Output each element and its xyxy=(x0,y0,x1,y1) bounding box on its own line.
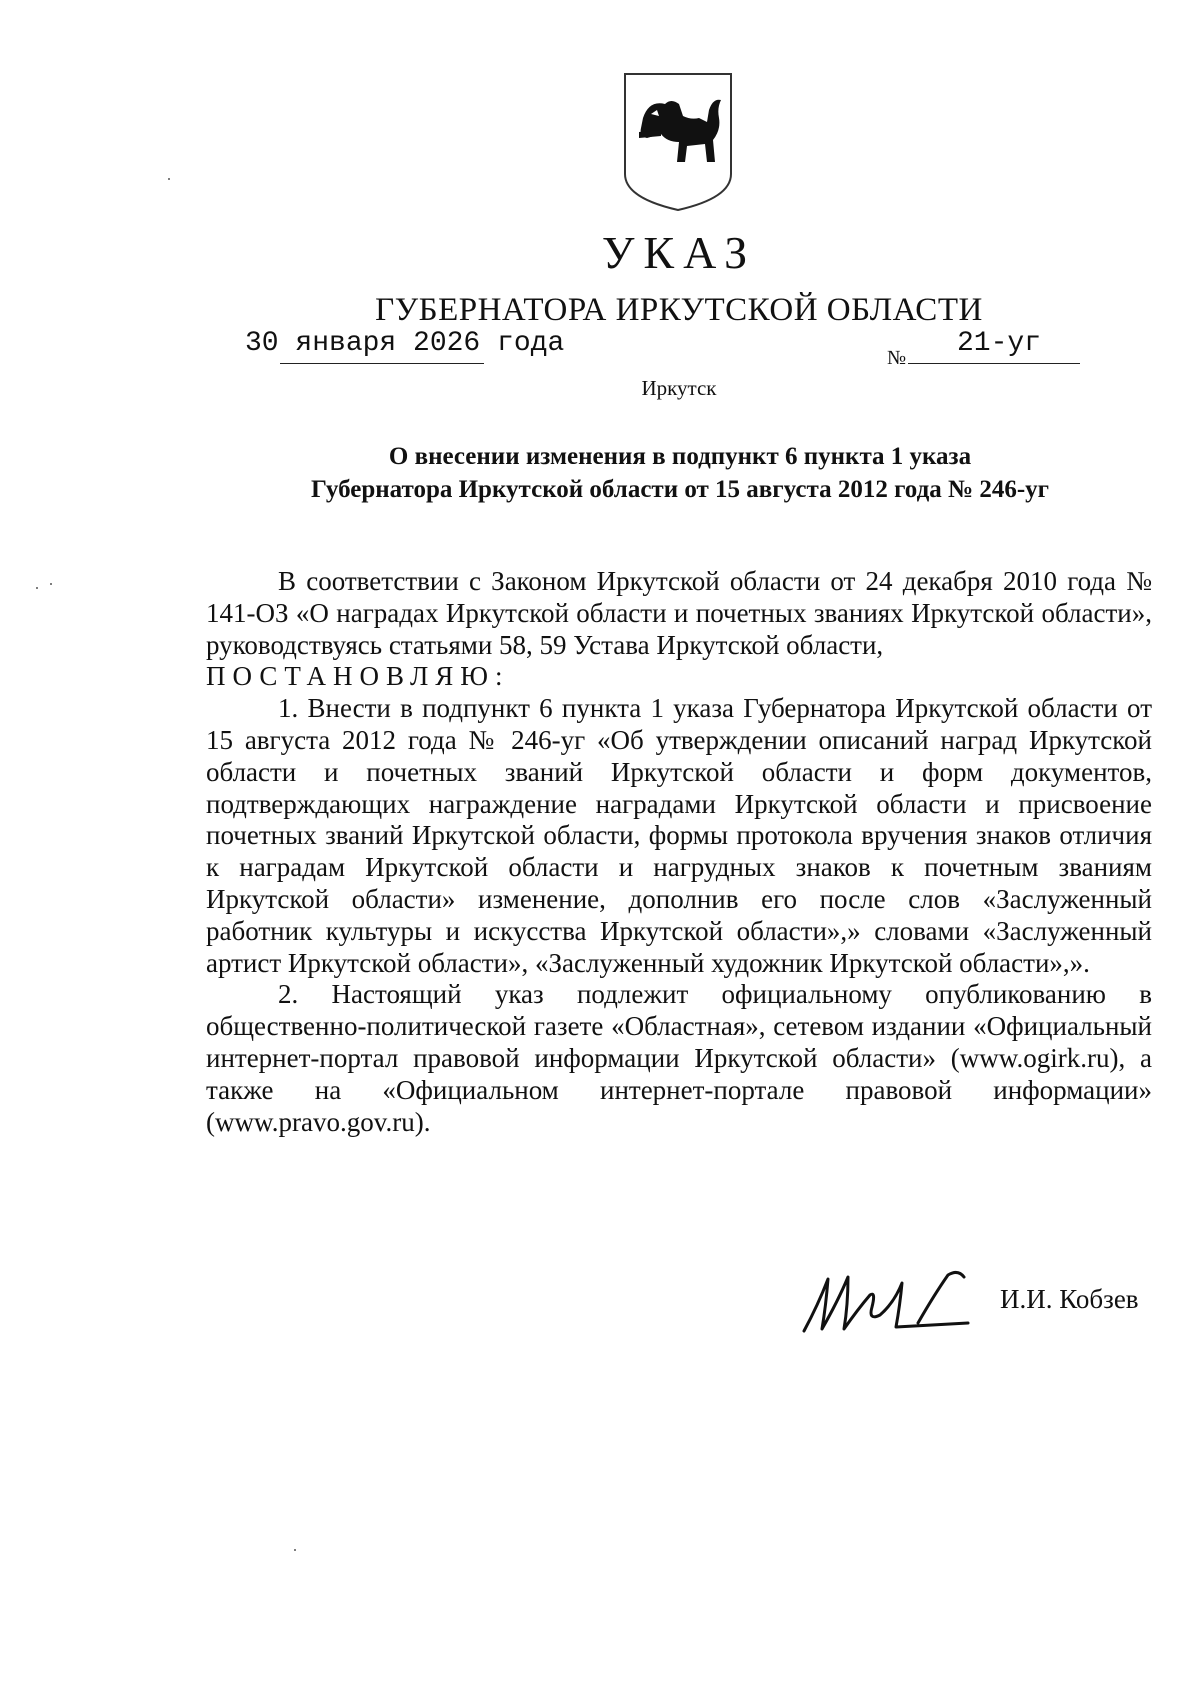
number-sign: № xyxy=(887,347,907,369)
document-date: 30 января 2026 года xyxy=(245,328,565,359)
handwritten-signature xyxy=(798,1265,973,1337)
heading-line-2: Губернатора Иркутской области от 15 августа 2012 года № 246-уг xyxy=(310,476,1050,503)
coat-of-arms-icon xyxy=(621,70,735,214)
heading-line-1: О внесении изменения в подпункт 6 пункта 1 указа xyxy=(388,443,972,470)
document-body xyxy=(206,566,1152,1138)
date-underline xyxy=(280,363,484,364)
item-2-paragraph: 2. Настоящий указ подлежит официальному опубликованию в общественно-политической газете «Областная», сетевом издании «Официальный интернет-портал правовой информации Иркутской области» (www.ogirk.ru), а также на «Официальном интернет-портале правовой информации» (www.pravo.gov.ru). xyxy=(206,979,1152,1137)
issuer-title: ГУБЕРНАТОРА ИРКУТСКОЙ ОБЛАСТИ xyxy=(375,292,983,328)
preamble-paragraph: В соответствии с Законом Иркутской области от 24 декабря 2010 года № 141-ОЗ «О наградах Иркутской области и почетных званиях Иркутской области», руководствуясь статьями 58, 59 Устава Иркутской области, xyxy=(206,566,1152,660)
number-underline xyxy=(908,363,1080,364)
scan-speck xyxy=(36,587,38,589)
city-name: Иркутск xyxy=(641,376,717,400)
signer-name: И.И. Кобзев xyxy=(1000,1284,1139,1314)
scan-speck xyxy=(294,1549,296,1551)
document-title: УКАЗ xyxy=(601,227,757,278)
document-heading xyxy=(240,440,1120,506)
scan-speck xyxy=(168,178,170,180)
scan-speck xyxy=(50,583,52,585)
document-number: 21-уг xyxy=(957,328,1042,359)
item-1-paragraph: 1. Внести в подпункт 6 пункта 1 указа Губернатора Иркутской области от 15 августа 2012 года № 246-уг «Об утверждении описаний наград Иркутской области и почетных званий Иркутской области и форм документов, подтверждающих награждение наградами Иркутской области и присвоение почетных званий Иркутской области, формы протокола вручения знаков отличия к наградам Иркутской области и нагрудных знаков к почетным званиям Иркутской области» изменение, дополнив его после слов «Заслуженный работник культуры и искусства Иркутской области»,» словами «Заслуженный артист Иркутской области», «Заслуженный художник Иркутской области»,». xyxy=(206,693,1152,978)
decree-word: ПОСТАНОВЛЯЮ: xyxy=(206,661,510,692)
